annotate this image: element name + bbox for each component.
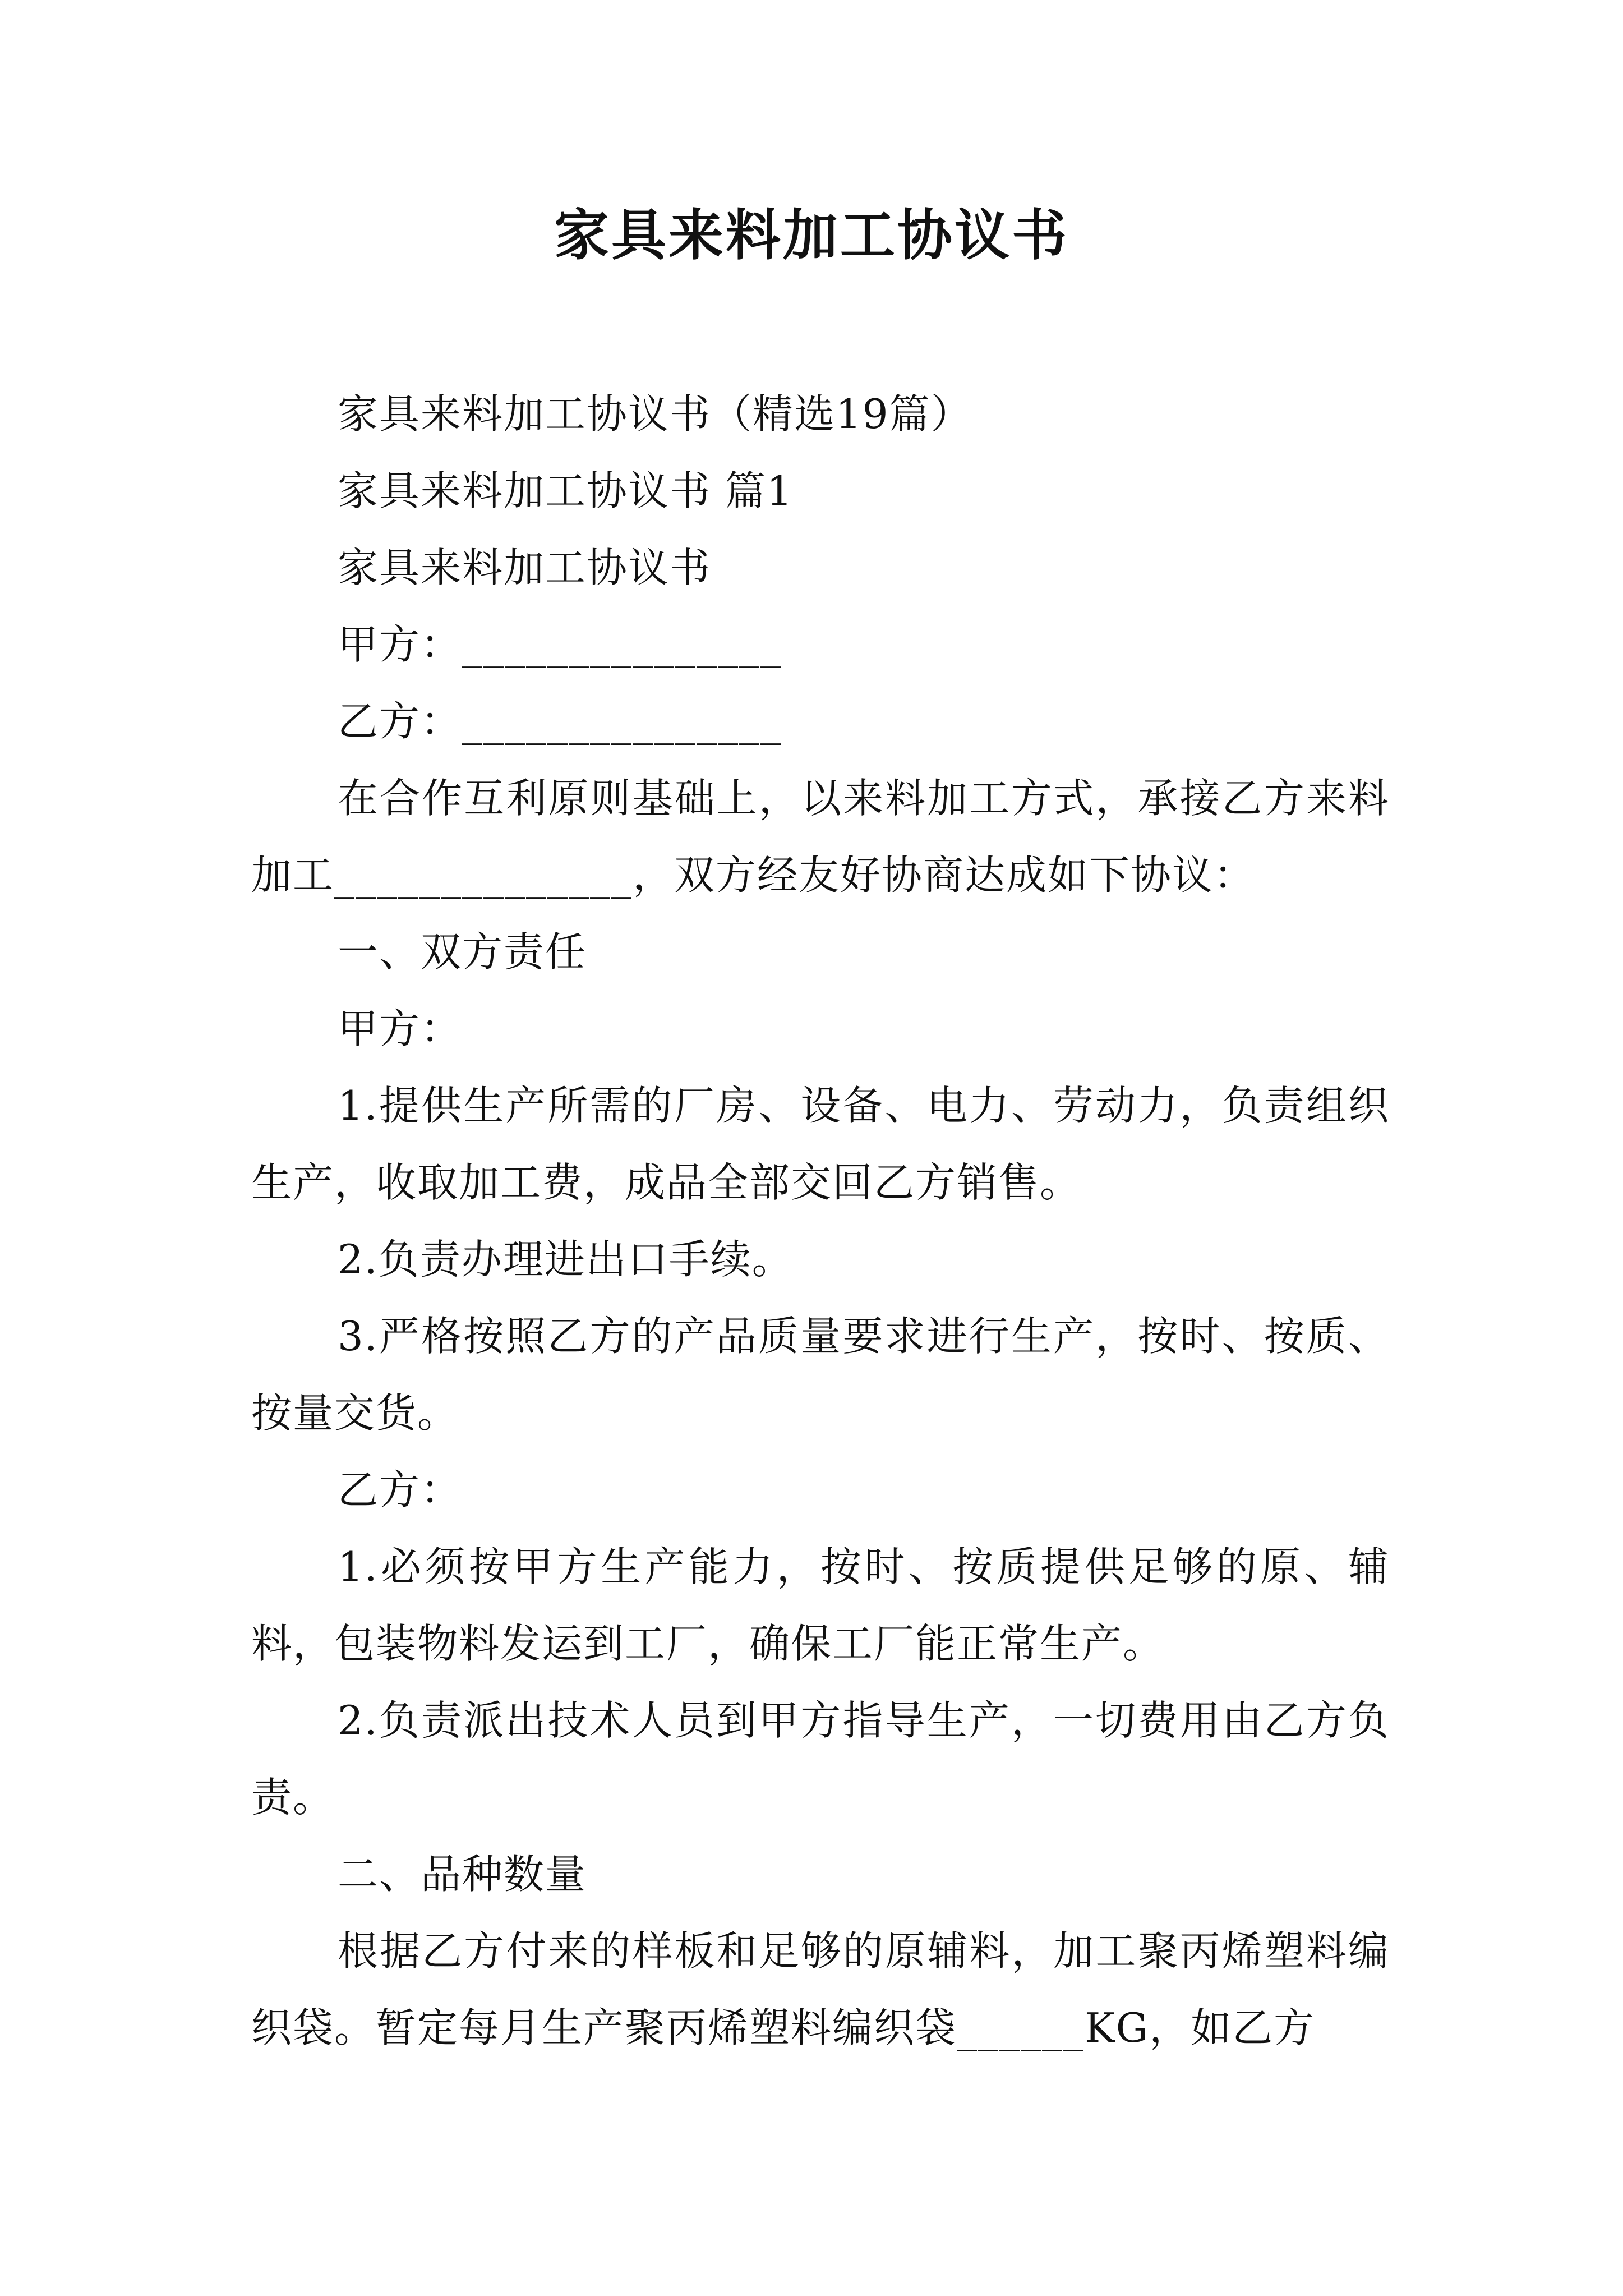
paragraph-party-a-item-3: 3.严格按照乙方的产品质量要求进行生产，按时、按质、按量交货。 (251, 1313, 1390, 1437)
paragraph-agreement-title: 家具来料加工协议书 (338, 544, 712, 591)
paragraph-heading-responsibilities: 一、双方责任 (338, 928, 587, 976)
paragraph-party-b-label: 乙方： (338, 1466, 463, 1513)
paragraph-party-a-label: 甲方： (338, 1005, 463, 1052)
document-title: 家具来料加工协议书 (554, 203, 1069, 268)
paragraph-intro: 在合作互利原则基础上，以来料加工方式，承接乙方来料加工______________，双方经友好协商达成如下协议： (251, 775, 1390, 899)
document-body (251, 376, 1390, 2067)
paragraph-section-heading: 家具来料加工协议书 篇1 (338, 467, 794, 514)
paragraph-party-a-item-2: 2.负责办理进出口手续。 (338, 1236, 794, 1283)
paragraph-party-b-item-2: 2.负责派出技术人员到甲方指导生产，一切费用由乙方负责。 (251, 1697, 1390, 1821)
paragraph-heading-quantity: 二、品种数量 (338, 1851, 587, 1898)
paragraph-subtitle: 家具来料加工协议书（精选19篇） (338, 390, 972, 438)
paragraph-party-b-item-1: 1.必须按甲方生产能力，按时、按质提供足够的原、辅料，包装物料发运到工厂，确保工厂能正常生产。 (251, 1543, 1390, 1667)
paragraph-party-a: 甲方：_______________ (338, 621, 782, 668)
paragraph-party-b: 乙方：_______________ (338, 698, 782, 745)
paragraph-quantity-text: 根据乙方付来的样板和足够的原辅料，加工聚丙烯塑料编织袋。暂定每月生产聚丙烯塑料编织袋______KG，如乙方 (251, 1927, 1390, 2051)
paragraph-party-a-item-1: 1.提供生产所需的厂房、设备、电力、劳动力，负责组织生产，收取加工费，成品全部交回乙方销售。 (251, 1082, 1390, 1206)
